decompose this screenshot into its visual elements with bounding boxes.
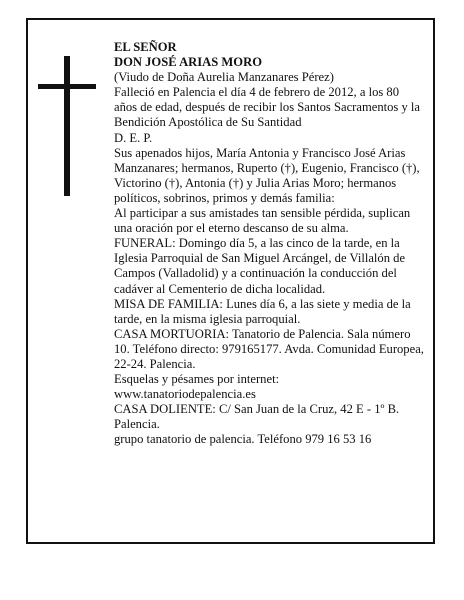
request-paragraph: Al participar a sus amistades tan sensible pérdida, suplican una oración por el eterno descanso de su alma. <box>114 206 411 236</box>
funeral-paragraph: FUNERAL: Domingo día 5, a las cinco de la tarde, en la Iglesia Parroquial de San Miguel Arcángel, de Villalón de Campos (Valladolid) y a continuación la conducción del cadáver al Cementerio de dicha localidad. <box>114 236 406 296</box>
family-paragraph: Sus apenados hijos, María Antonia y Francisco José Arias Manzanares; hermanos, Ruperto (†), Eugenio, Francisco (†), Victorino (†), Antonia (†) y Julia Arias Moro; hermanos políticos, sobrinos, primos y demás familia: <box>114 145 420 205</box>
mortuary-paragraph: CASA MORTUORIA: Tanatorio de Palencia. Sala número 10. Teléfono directo: 979165177. Avda. Comunidad Europea, 22-24. Palencia. <box>114 326 424 371</box>
grieving-house-paragraph: CASA DOLIENTE: C/ San Juan de la Cruz, 42 E - 1º B. Palencia. <box>114 402 400 432</box>
website-link[interactable]: www.tanatoriodepalencia.es <box>114 387 256 402</box>
footer-line: grupo tanatorio de palencia. Teléfono 979 16 53 16 <box>114 432 372 447</box>
cross-icon <box>38 56 96 196</box>
condolences-line: Esquelas y pésames por internet: <box>114 372 280 387</box>
family-mass-paragraph: MISA DE FAMILIA: Lunes día 6, a las siete y media de la tarde, en la misma iglesia parroquial. <box>114 296 411 326</box>
widower-line: (Viudo de Doña Aurelia Manzanares Pérez) <box>114 70 334 85</box>
death-paragraph: Falleció en Palencia el día 4 de febrero de 2012, a los 80 años de edad, después de recibir los Santos Sacramentos y la Bendición Apostólica de Su Santidad <box>114 85 421 130</box>
title-line-1: EL SEÑOR <box>114 40 177 54</box>
rip-line: D. E. P. <box>114 130 153 145</box>
deceased-name: DON JOSÉ ARIAS MORO <box>114 55 262 70</box>
cross-horizontal-bar <box>38 84 96 89</box>
cross-vertical-bar <box>64 56 70 196</box>
obituary-text <box>114 40 424 448</box>
